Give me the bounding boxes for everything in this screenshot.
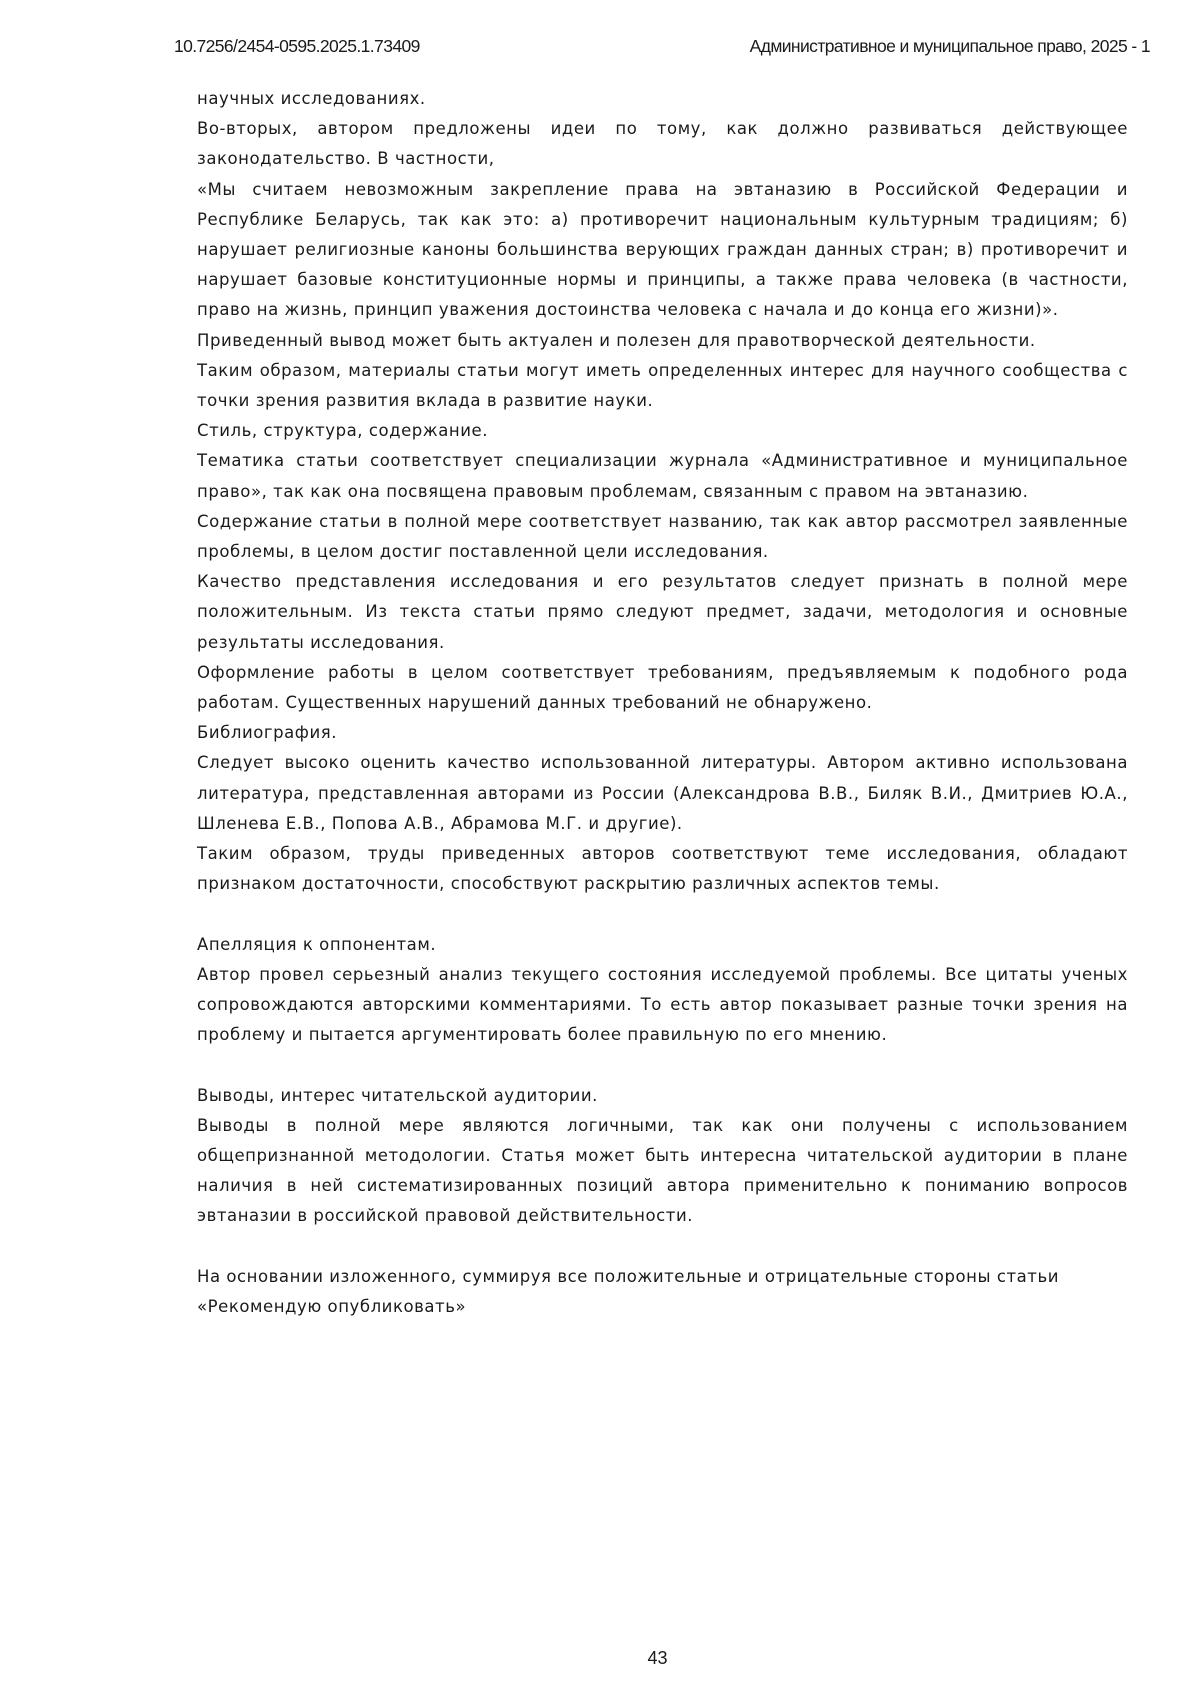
paragraph: Приведенный вывод может быть актуален и полезен для правотворческой деятельности. — [197, 330, 1036, 350]
paragraph: Выводы в полной мере являются логичными, так как они получены с использованием общепризнанной методологии. Статья может быть интересна читательской аудитории в плане наличия в ней систематизированных позиций автора применительно к пониманию вопросов эвтаназии в российской правовой действительности. — [197, 1115, 1128, 1226]
paragraph: Автор провел серьезный анализ текущего состояния исследуемой проблемы. Все цитаты ученых сопровождаются авторскими комментариями. То есть автор показывает разные точки зрения на проблему и пытается аргументировать более правильную по его мнению. — [197, 964, 1128, 1045]
page-number: 43 — [647, 1648, 668, 1668]
paragraph: Таким образом, материалы статьи могут иметь определенных интерес для научного сообщества с точки зрения развития вклада в развитие науки. — [197, 360, 1128, 411]
paragraph: Таким образом, труды приведенных авторов соответствуют теме исследования, обладают признаком достаточности, способствуют раскрытию различных аспектов темы. — [197, 844, 1128, 894]
paragraph: Содержание статьи в полной мере соответствует названию, так как автор рассмотрел заявленные проблемы, в целом достиг поставленной цели исследования. — [197, 511, 1128, 562]
paragraph: Качество представления исследования и его результатов следует признать в полной мере положительным. Из текста статьи прямо следуют предмет, задачи, методология и основные результаты исследования. — [197, 572, 1128, 652]
running-header — [174, 36, 1150, 60]
paragraph: Следует высоко оценить качество использованной литературы. Автором активно использована литература, представленная авторами из России (Александрова В.В., Биляк В.И., Дмитриев Ю.А., Шленева Е.В., Попова А.В., Абрамова М.Г. и другие). — [197, 753, 1128, 833]
paragraph: Оформление работы в целом соответствует требованиям, предъявляемым к подобного рода работам. Существенных нарушений данных требований не обнаружено. — [197, 662, 1128, 713]
journal-title: Административное и муниципальное право, 2025 - 1 — [749, 36, 1150, 56]
paragraph: Во-вторых, автором предложены идеи по тому, как должно развиваться действующее законодательство. В частности, — [197, 119, 1128, 169]
paragraph-spacer — [197, 1050, 1128, 1080]
section-heading-opponents: Апелляция к оппонентам. — [197, 934, 437, 954]
section-heading-style: Стиль, структура, содержание. — [197, 421, 488, 441]
recommendation: «Рекомендую опубликовать» — [197, 1297, 467, 1317]
quote-paragraph: «Мы считаем невозможным закрепление права на эвтаназию в Российской Федерации и Республике Беларусь, так как это: а) противоречит национальным культурным традициям; б) нарушает религиозные каноны большинства верующих граждан данных стран; в) противоречит и нарушает базовые конституционные нормы и принципы, а также права человека (в частности, право на жизнь, принцип уважения достоинства человека с начала и до конца его жизни)». — [197, 179, 1128, 320]
doi-reference: 10.7256/2454-0595.2025.1.73409 — [174, 36, 420, 56]
paragraph-spacer — [197, 899, 1128, 929]
paragraph: Тематика статьи соответствует специализации журнала «Административное и муниципальное право», так как она посвящена правовым проблемам, связанным с правом на эвтаназию. — [197, 451, 1128, 501]
paragraph: На основании изложенного, суммируя все положительные и отрицательные стороны статьи — [197, 1266, 1059, 1286]
paragraph: научных исследованиях. — [197, 89, 426, 108]
review-body — [197, 84, 1128, 1322]
section-heading-conclusions: Выводы, интерес читательской аудитории. — [197, 1085, 598, 1105]
section-heading-bibliography: Библиография. — [197, 723, 337, 743]
paragraph-spacer — [197, 1232, 1128, 1262]
